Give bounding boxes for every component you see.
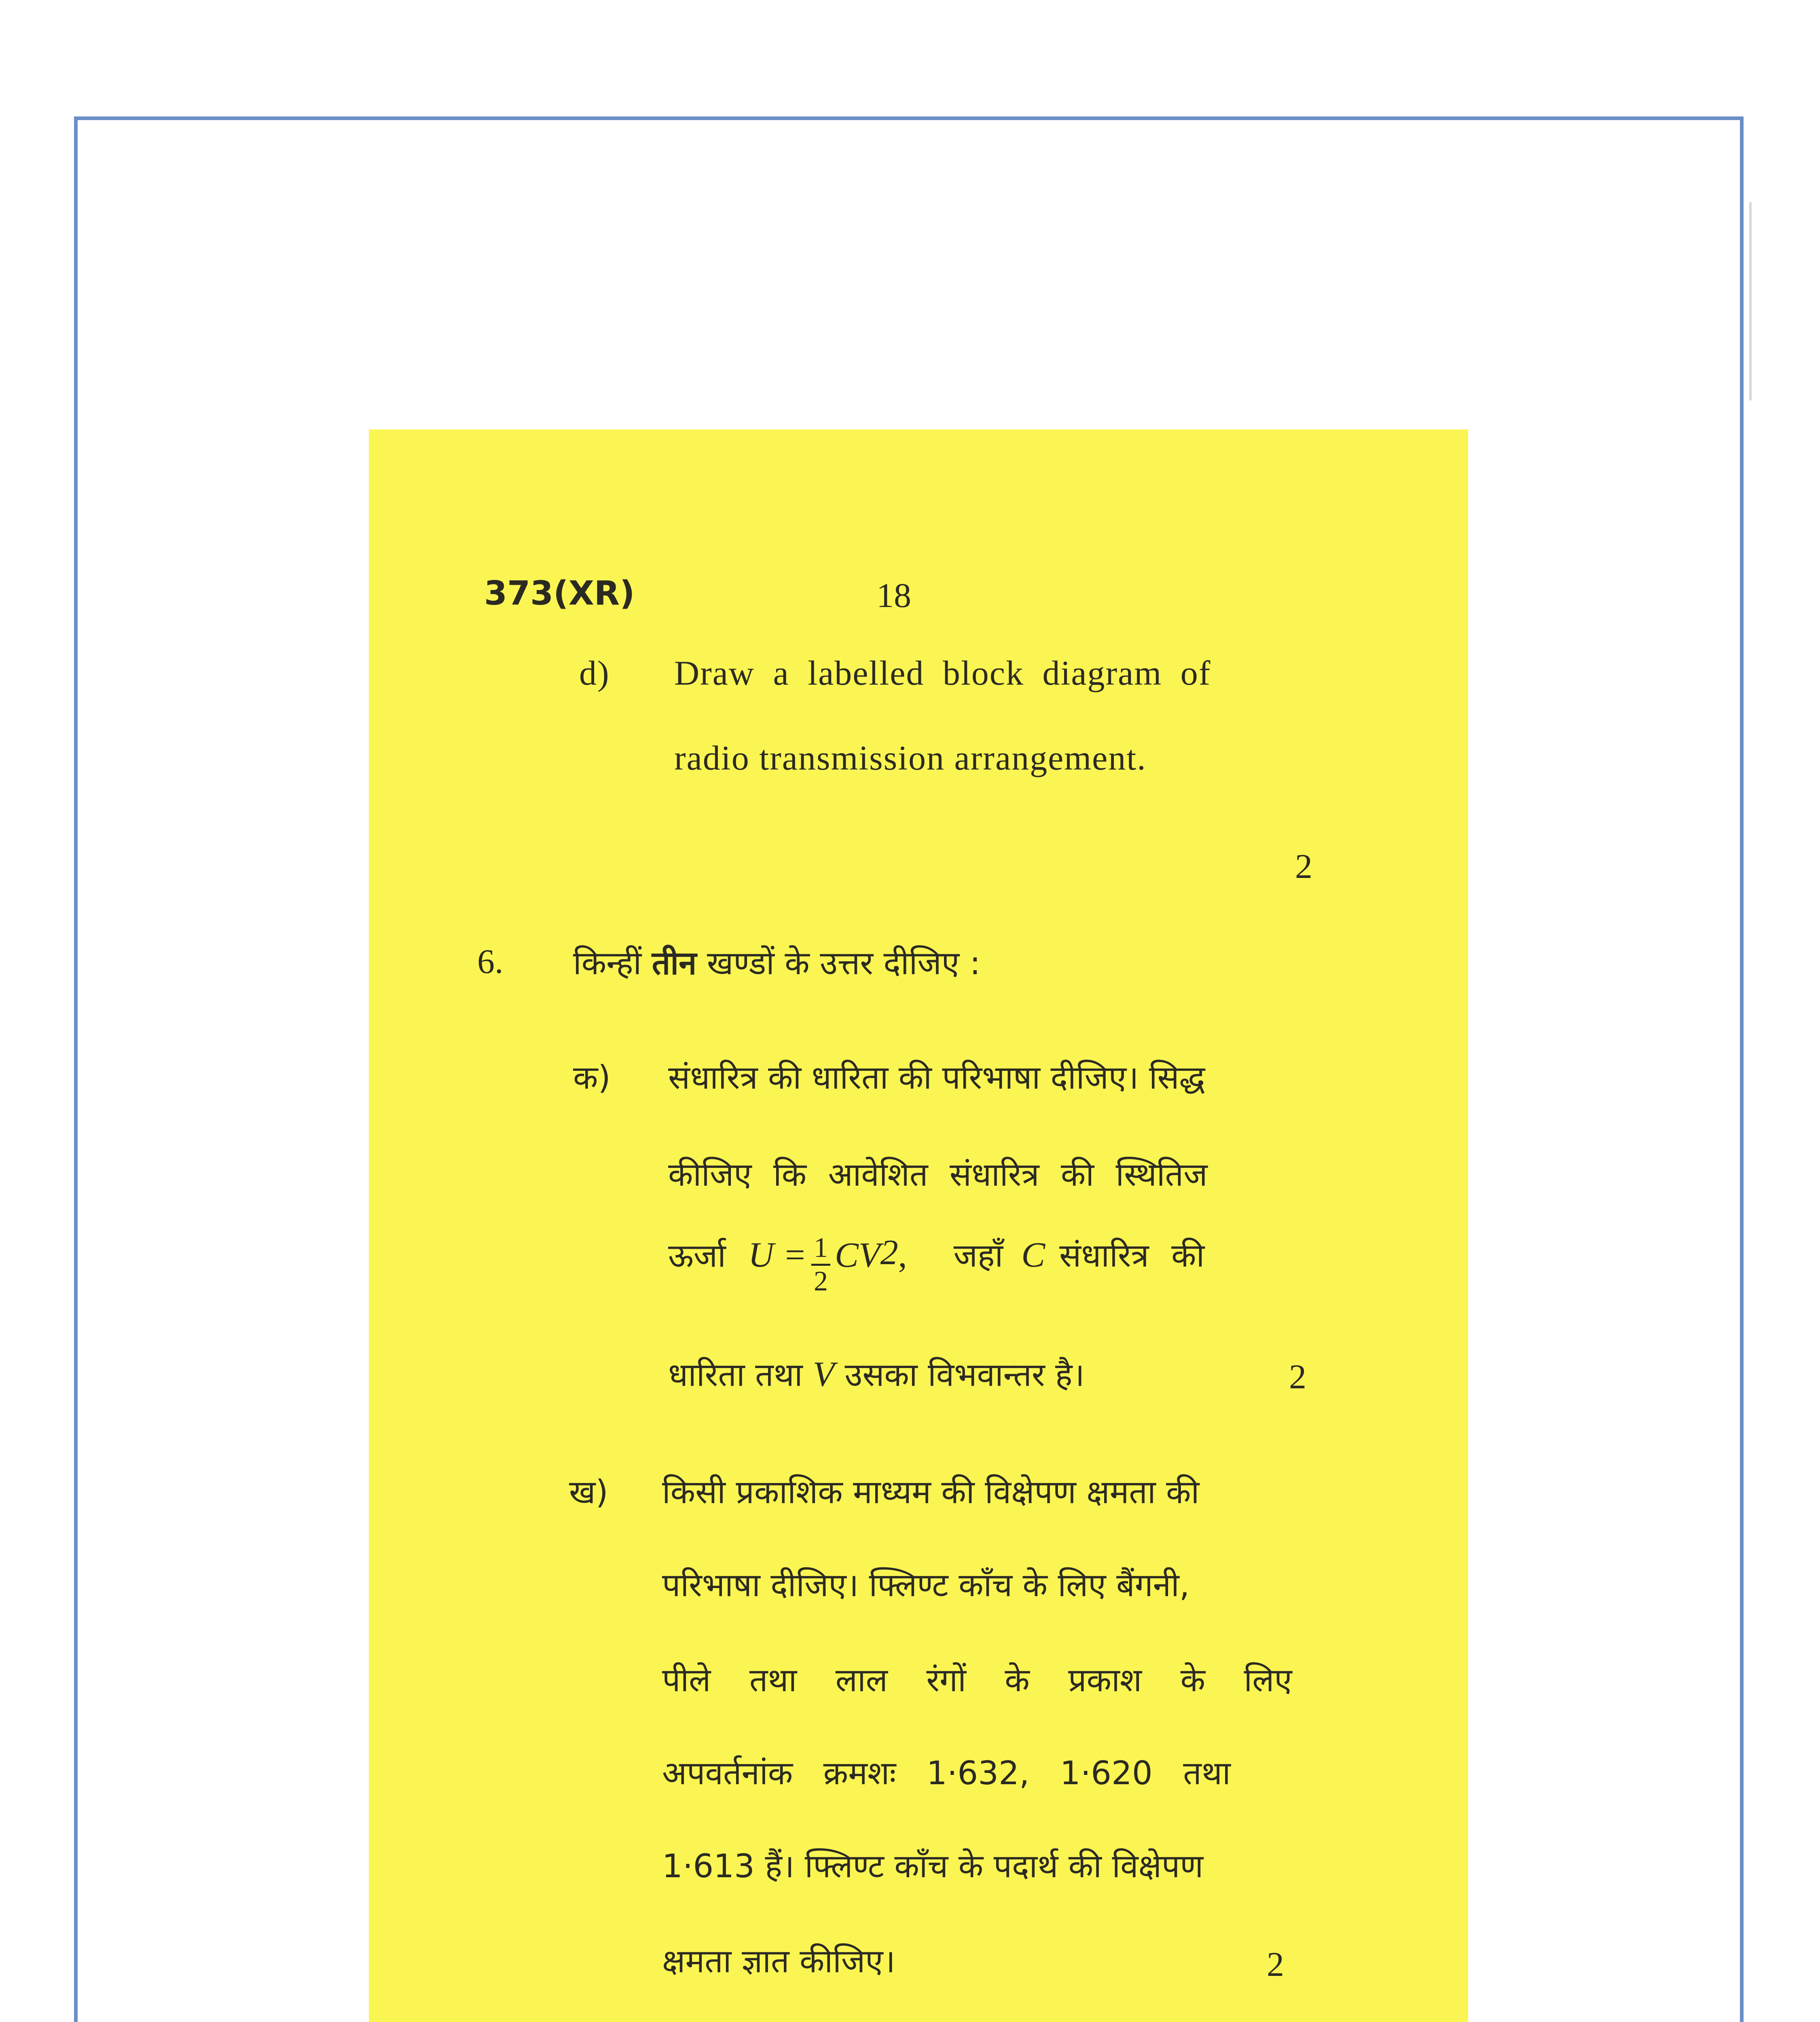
- fraction-numerator: 1: [811, 1234, 830, 1266]
- q6-instruction-pre: किन्हीं: [573, 944, 642, 982]
- q6a-line-3: [668, 1232, 1204, 1296]
- q5d-line-2: radio transmission arrangement.: [674, 738, 1147, 777]
- q6-instruction-post: खण्डों के उत्तर दीजिए :: [707, 944, 981, 982]
- q6a-line-1: संधारित्र की धारिता की परिभाषा दीजिए। सिद्ध: [668, 1059, 1205, 1096]
- q6-instruction: [573, 940, 980, 984]
- q6-number: 6.: [477, 942, 504, 981]
- page-number: 18: [876, 576, 911, 615]
- q6b-line-5: 1·613 हैं। फ्लिण्ट काँच के पदार्थ की विक्षेपण: [662, 1847, 1204, 1885]
- exam-page: [369, 429, 1468, 2022]
- q6-instruction-bold: तीन: [652, 944, 697, 982]
- q6a-line-2: कीजिए कि आवेशित संधारित्र की स्थितिज: [668, 1156, 1208, 1193]
- q6a-line-3-pre: ऊर्जा: [668, 1237, 726, 1275]
- variable-c: C: [1021, 1235, 1045, 1275]
- formula-fraction: [811, 1234, 830, 1296]
- q6b-marks: 2: [1267, 1945, 1284, 1984]
- q5d-label: d): [579, 654, 610, 692]
- formula-comma: ,: [898, 1235, 907, 1275]
- q6b-line-1: किसी प्रकाशिक माध्यम की विक्षेपण क्षमता की: [662, 1473, 1200, 1511]
- q6a-line-3-mid: जहाँ: [953, 1237, 1003, 1275]
- formula-rhs: CV: [835, 1235, 880, 1275]
- q6a-line-4-pre: धारिता तथा: [668, 1356, 803, 1394]
- q6a-line-3-post: संधारित्र की: [1059, 1237, 1205, 1275]
- q5d-marks: 2: [1295, 847, 1312, 886]
- q6a-line-4-post: उसका विभवान्तर है।: [844, 1356, 1085, 1394]
- q6a-label: क): [573, 1059, 611, 1096]
- scan-edge-line: [1749, 202, 1752, 400]
- q6b-line-6: क्षमता ज्ञात कीजिए।: [662, 1942, 895, 1980]
- fraction-denominator: 2: [814, 1266, 828, 1297]
- variable-v: V: [813, 1355, 835, 1394]
- q6b-line-4: अपवर्तनांक क्रमशः 1·632, 1·620 तथा: [662, 1754, 1231, 1792]
- paper-code: 373(XR): [484, 574, 635, 613]
- q6b-line-3: पीले तथा लाल रंगों के प्रकाश के लिए: [662, 1661, 1292, 1699]
- q5d-line-1: Draw a labelled block diagram of: [674, 654, 1211, 692]
- q6b-label: ख): [569, 1473, 608, 1511]
- q6a-line-4: [668, 1352, 1085, 1396]
- formula-exponent: 2: [880, 1233, 898, 1272]
- formula-lhs: U =: [748, 1235, 807, 1275]
- q6a-marks: 2: [1289, 1357, 1306, 1396]
- q6b-line-2: परिभाषा दीजिए। फ्लिण्ट काँच के लिए बैंगनी,: [662, 1566, 1190, 1604]
